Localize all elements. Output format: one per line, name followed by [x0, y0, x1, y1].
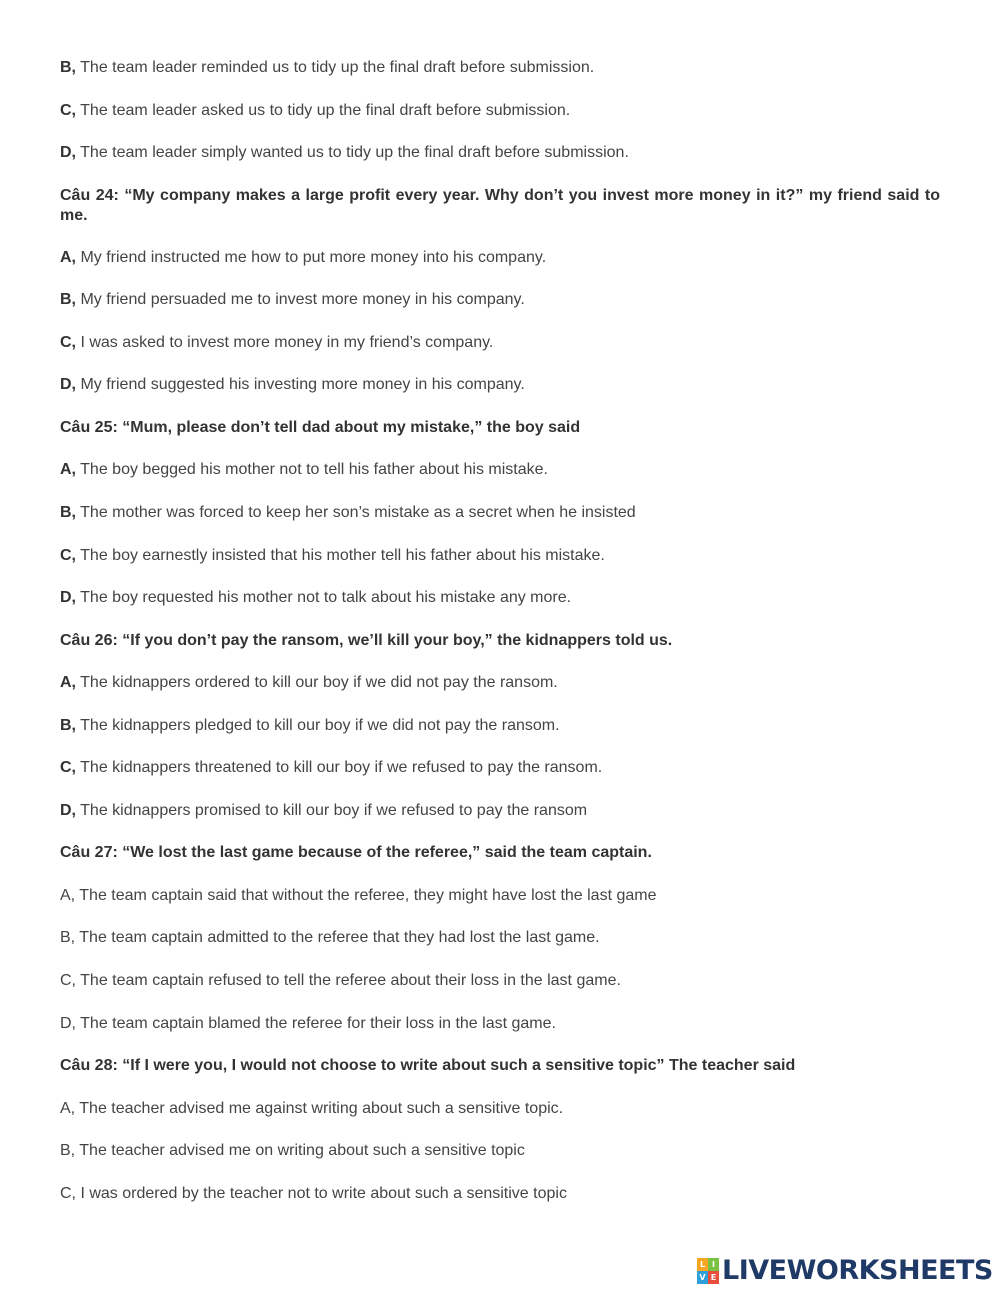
- option-text: The team captain refused to tell the referee about their loss in the last game.: [76, 972, 621, 989]
- option-text: The boy requested his mother not to talk about his mistake any more.: [76, 589, 572, 606]
- option-letter: D,: [60, 144, 76, 161]
- question-28: Câu 28: “If I were you, I would not choose to write about such a sensitive topic” The teacher said: [60, 1057, 796, 1074]
- question-25: Câu 25: “Mum, please don’t tell dad about my mistake,” the boy said: [60, 419, 581, 436]
- option-27-a: [60, 886, 940, 906]
- option-letter: D,: [60, 376, 76, 393]
- option-text: The kidnappers ordered to kill our boy if we did not pay the ransom.: [76, 674, 558, 691]
- option-25-c: [60, 546, 940, 566]
- option-letter: C,: [60, 759, 76, 776]
- option-25-d: [60, 588, 940, 608]
- option-24-b: [60, 290, 940, 310]
- option-25-b: [60, 503, 940, 523]
- option-27-c: [60, 971, 940, 991]
- logo-icon-letter-i: I: [708, 1258, 719, 1271]
- option-letter: B,: [60, 291, 76, 308]
- option-letter: C,: [60, 972, 76, 989]
- option-text: The team captain admitted to the referee that they had lost the last game.: [75, 929, 600, 946]
- option-text: The teacher advised me against writing about such a sensitive topic.: [75, 1100, 564, 1117]
- option-letter: B,: [60, 1142, 76, 1159]
- option-text: The team leader reminded us to tidy up the final draft before submission.: [76, 59, 595, 76]
- option-24-a: [60, 248, 940, 268]
- option-text: The team leader asked us to tidy up the final draft before submission.: [76, 102, 571, 119]
- option-26-c: [60, 758, 940, 778]
- option-text: The kidnappers pledged to kill our boy if we did not pay the ransom.: [76, 717, 560, 734]
- option-letter: B,: [60, 717, 76, 734]
- liveworksheets-logo: [697, 1256, 993, 1286]
- option-text: The kidnappers promised to kill our boy if we refused to pay the ransom: [76, 802, 588, 819]
- option-28-c: [60, 1184, 940, 1204]
- option-23-c: [60, 101, 940, 121]
- logo-text: LIVEWORKSHEETS: [722, 1255, 993, 1286]
- option-letter: D,: [60, 802, 76, 819]
- option-28-b: [60, 1141, 940, 1161]
- option-27-b: [60, 928, 940, 948]
- option-letter: B,: [60, 504, 76, 521]
- option-23-b: [60, 58, 940, 78]
- option-letter: C,: [60, 334, 76, 351]
- option-text: The boy earnestly insisted that his mother tell his father about his mistake.: [76, 547, 605, 564]
- option-text: My friend instructed me how to put more money into his company.: [76, 249, 547, 266]
- option-text: The mother was forced to keep her son’s mistake as a secret when he insisted: [76, 504, 636, 521]
- question-24: Câu 24: “My company makes a large profit every year. Why don’t you invest more money in it?” my friend said to me.: [60, 187, 940, 224]
- option-letter: A,: [60, 461, 76, 478]
- logo-icon-letter-e: E: [708, 1271, 719, 1284]
- option-26-a: [60, 673, 940, 693]
- option-26-b: [60, 716, 940, 736]
- question-26: Câu 26: “If you don’t pay the ransom, we’ll kill your boy,” the kidnappers told us.: [60, 632, 673, 649]
- option-text: The teacher advised me on writing about such a sensitive topic: [75, 1142, 525, 1159]
- option-letter: B,: [60, 929, 76, 946]
- question-27: Câu 27: “We lost the last game because of the referee,” said the team captain.: [60, 844, 652, 861]
- option-letter: A,: [60, 1100, 76, 1117]
- option-24-c: [60, 333, 940, 353]
- option-text: I was asked to invest more money in my friend’s company.: [76, 334, 494, 351]
- option-text: My friend suggested his investing more money in his company.: [76, 376, 525, 393]
- option-letter: D,: [60, 589, 76, 606]
- option-text: The team captain said that without the referee, they might have lost the last game: [75, 887, 657, 904]
- option-text: The team leader simply wanted us to tidy up the final draft before submission.: [76, 144, 629, 161]
- option-24-d: [60, 375, 940, 395]
- option-letter: B,: [60, 59, 76, 76]
- logo-icon-letter-l: L: [697, 1258, 708, 1271]
- option-letter: A,: [60, 249, 76, 266]
- option-text: I was ordered by the teacher not to write about such a sensitive topic: [76, 1185, 567, 1202]
- option-letter: D,: [60, 1015, 76, 1032]
- live-icon: [697, 1258, 719, 1284]
- option-26-d: [60, 801, 940, 821]
- option-27-d: [60, 1014, 940, 1034]
- option-text: The team captain blamed the referee for their loss in the last game.: [76, 1015, 556, 1032]
- option-letter: C,: [60, 547, 76, 564]
- logo-icon-letter-v: V: [697, 1271, 708, 1284]
- option-letter: C,: [60, 1185, 76, 1202]
- option-23-d: [60, 143, 940, 163]
- option-text: The boy begged his mother not to tell his father about his mistake.: [76, 461, 548, 478]
- option-letter: A,: [60, 887, 76, 904]
- option-letter: A,: [60, 674, 76, 691]
- option-letter: C,: [60, 102, 76, 119]
- option-25-a: [60, 460, 940, 480]
- option-text: The kidnappers threatened to kill our boy if we refused to pay the ransom.: [76, 759, 603, 776]
- option-text: My friend persuaded me to invest more money in his company.: [76, 291, 525, 308]
- option-28-a: [60, 1099, 940, 1119]
